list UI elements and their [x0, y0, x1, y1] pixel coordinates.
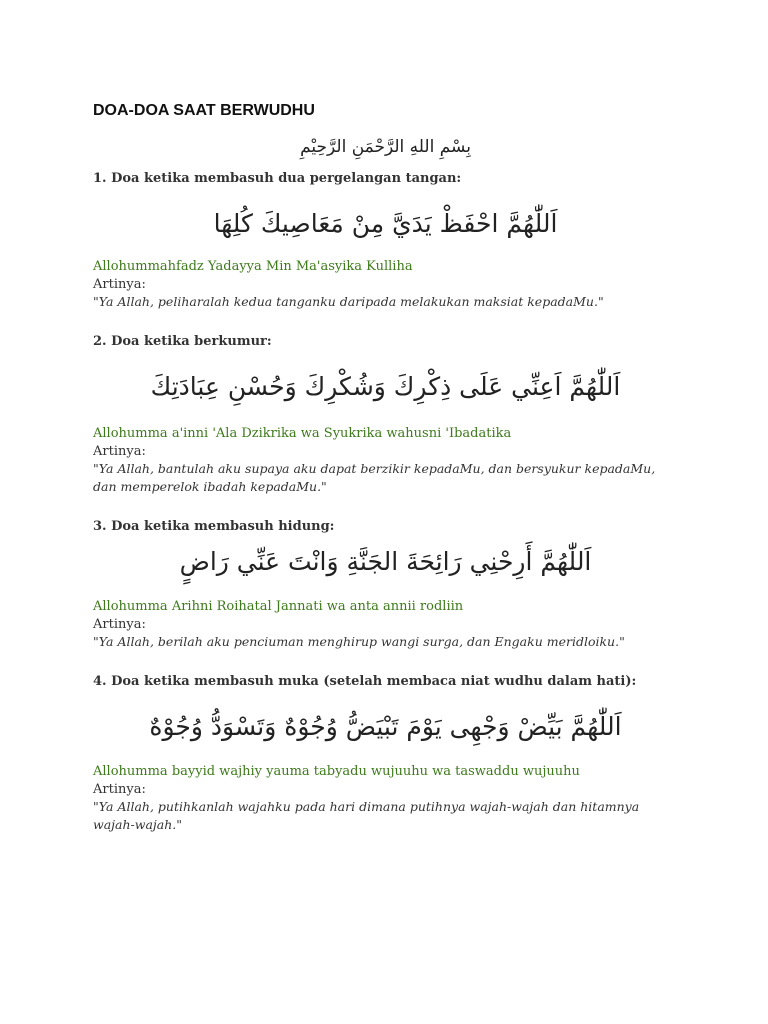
section-4-artinya-label: Artinya: [93, 782, 146, 797]
section-4-arabic-prayer: اَللّٰهُمَّ بَيِّضْ وَجْهِى يَوْمَ تَبْيَضُّ وُجُوْهٌ وَتَسْوَدُّ وُجُوْهٌ [149, 712, 622, 741]
section-2-arabic-prayer: اَللّٰهُمَّ اَعِنِّي عَلَى ذِكْرِكَ وَشُكْرِكَ وَحُسْنِ عِبَادَتِكَ [150, 372, 621, 401]
section-2-transliteration: Allohumma a'inni 'Ala Dzikrika wa Syukrika wahusni 'Ibadatika [93, 426, 512, 441]
section-1-artinya-label: Artinya: [93, 277, 146, 292]
section-3-transliteration: Allohumma Arihni Roihatal Jannati wa anta annii rodliin [93, 599, 464, 614]
section-3-arabic-prayer: اَللّٰهُمَّ أَرِحْنِي رَائِحَةَ الجَنَّةِ وَانْتَ عَنِّي رَاضٍ [179, 547, 592, 576]
section-2-meaning: "Ya Allah, bantulah aku supaya aku dapat berzikir kepadaMu, dan bersyukur kepadaMu, dan memperelok ibadah kepadaMu." [93, 461, 656, 494]
document-page [93, 100, 678, 834]
section-4-transliteration: Allohumma bayyid wajhiy yauma tabyadu wujuuhu wa taswaddu wujuuhu [93, 764, 580, 779]
section-2-heading: 2. Doa ketika berkumur: [93, 334, 272, 349]
section-4-heading: 4. Doa ketika membasuh muka (setelah membaca niat wudhu dalam hati): [93, 674, 637, 689]
section-2-artinya-label: Artinya: [93, 444, 146, 459]
section-1-meaning: "Ya Allah, peliharalah kedua tanganku daripada melakukan maksiat kepadaMu." [93, 294, 604, 309]
section-1-arabic-prayer: اَللّٰهُمَّ احْفَظْ يَدَيَّ مِنْ مَعَاصِيكَ كُلِهَا [213, 209, 558, 238]
section-1-heading: 1. Doa ketika membasuh dua pergelangan tangan: [93, 171, 462, 186]
section-3-meaning: "Ya Allah, berilah aku penciuman menghirup wangi surga, dan Engaku meridloiku." [93, 634, 625, 649]
basmala-arabic: بِسْمِ اللهِ الرَّحْمَنِ الرَّحِيْمِ [300, 137, 471, 157]
section-4-meaning: "Ya Allah, putihkanlah wajahku pada hari dimana putihnya wajah-wajah dan hitamnya wajah-wajah." [93, 799, 640, 832]
section-3-heading: 3. Doa ketika membasuh hidung: [93, 519, 335, 534]
section-1-transliteration: Allohummahfadz Yadayya Min Ma'asyika Kulliha [93, 259, 413, 274]
section-3-artinya-label: Artinya: [93, 617, 146, 632]
document-title: DOA-DOA SAAT BERWUDHU [93, 102, 315, 119]
